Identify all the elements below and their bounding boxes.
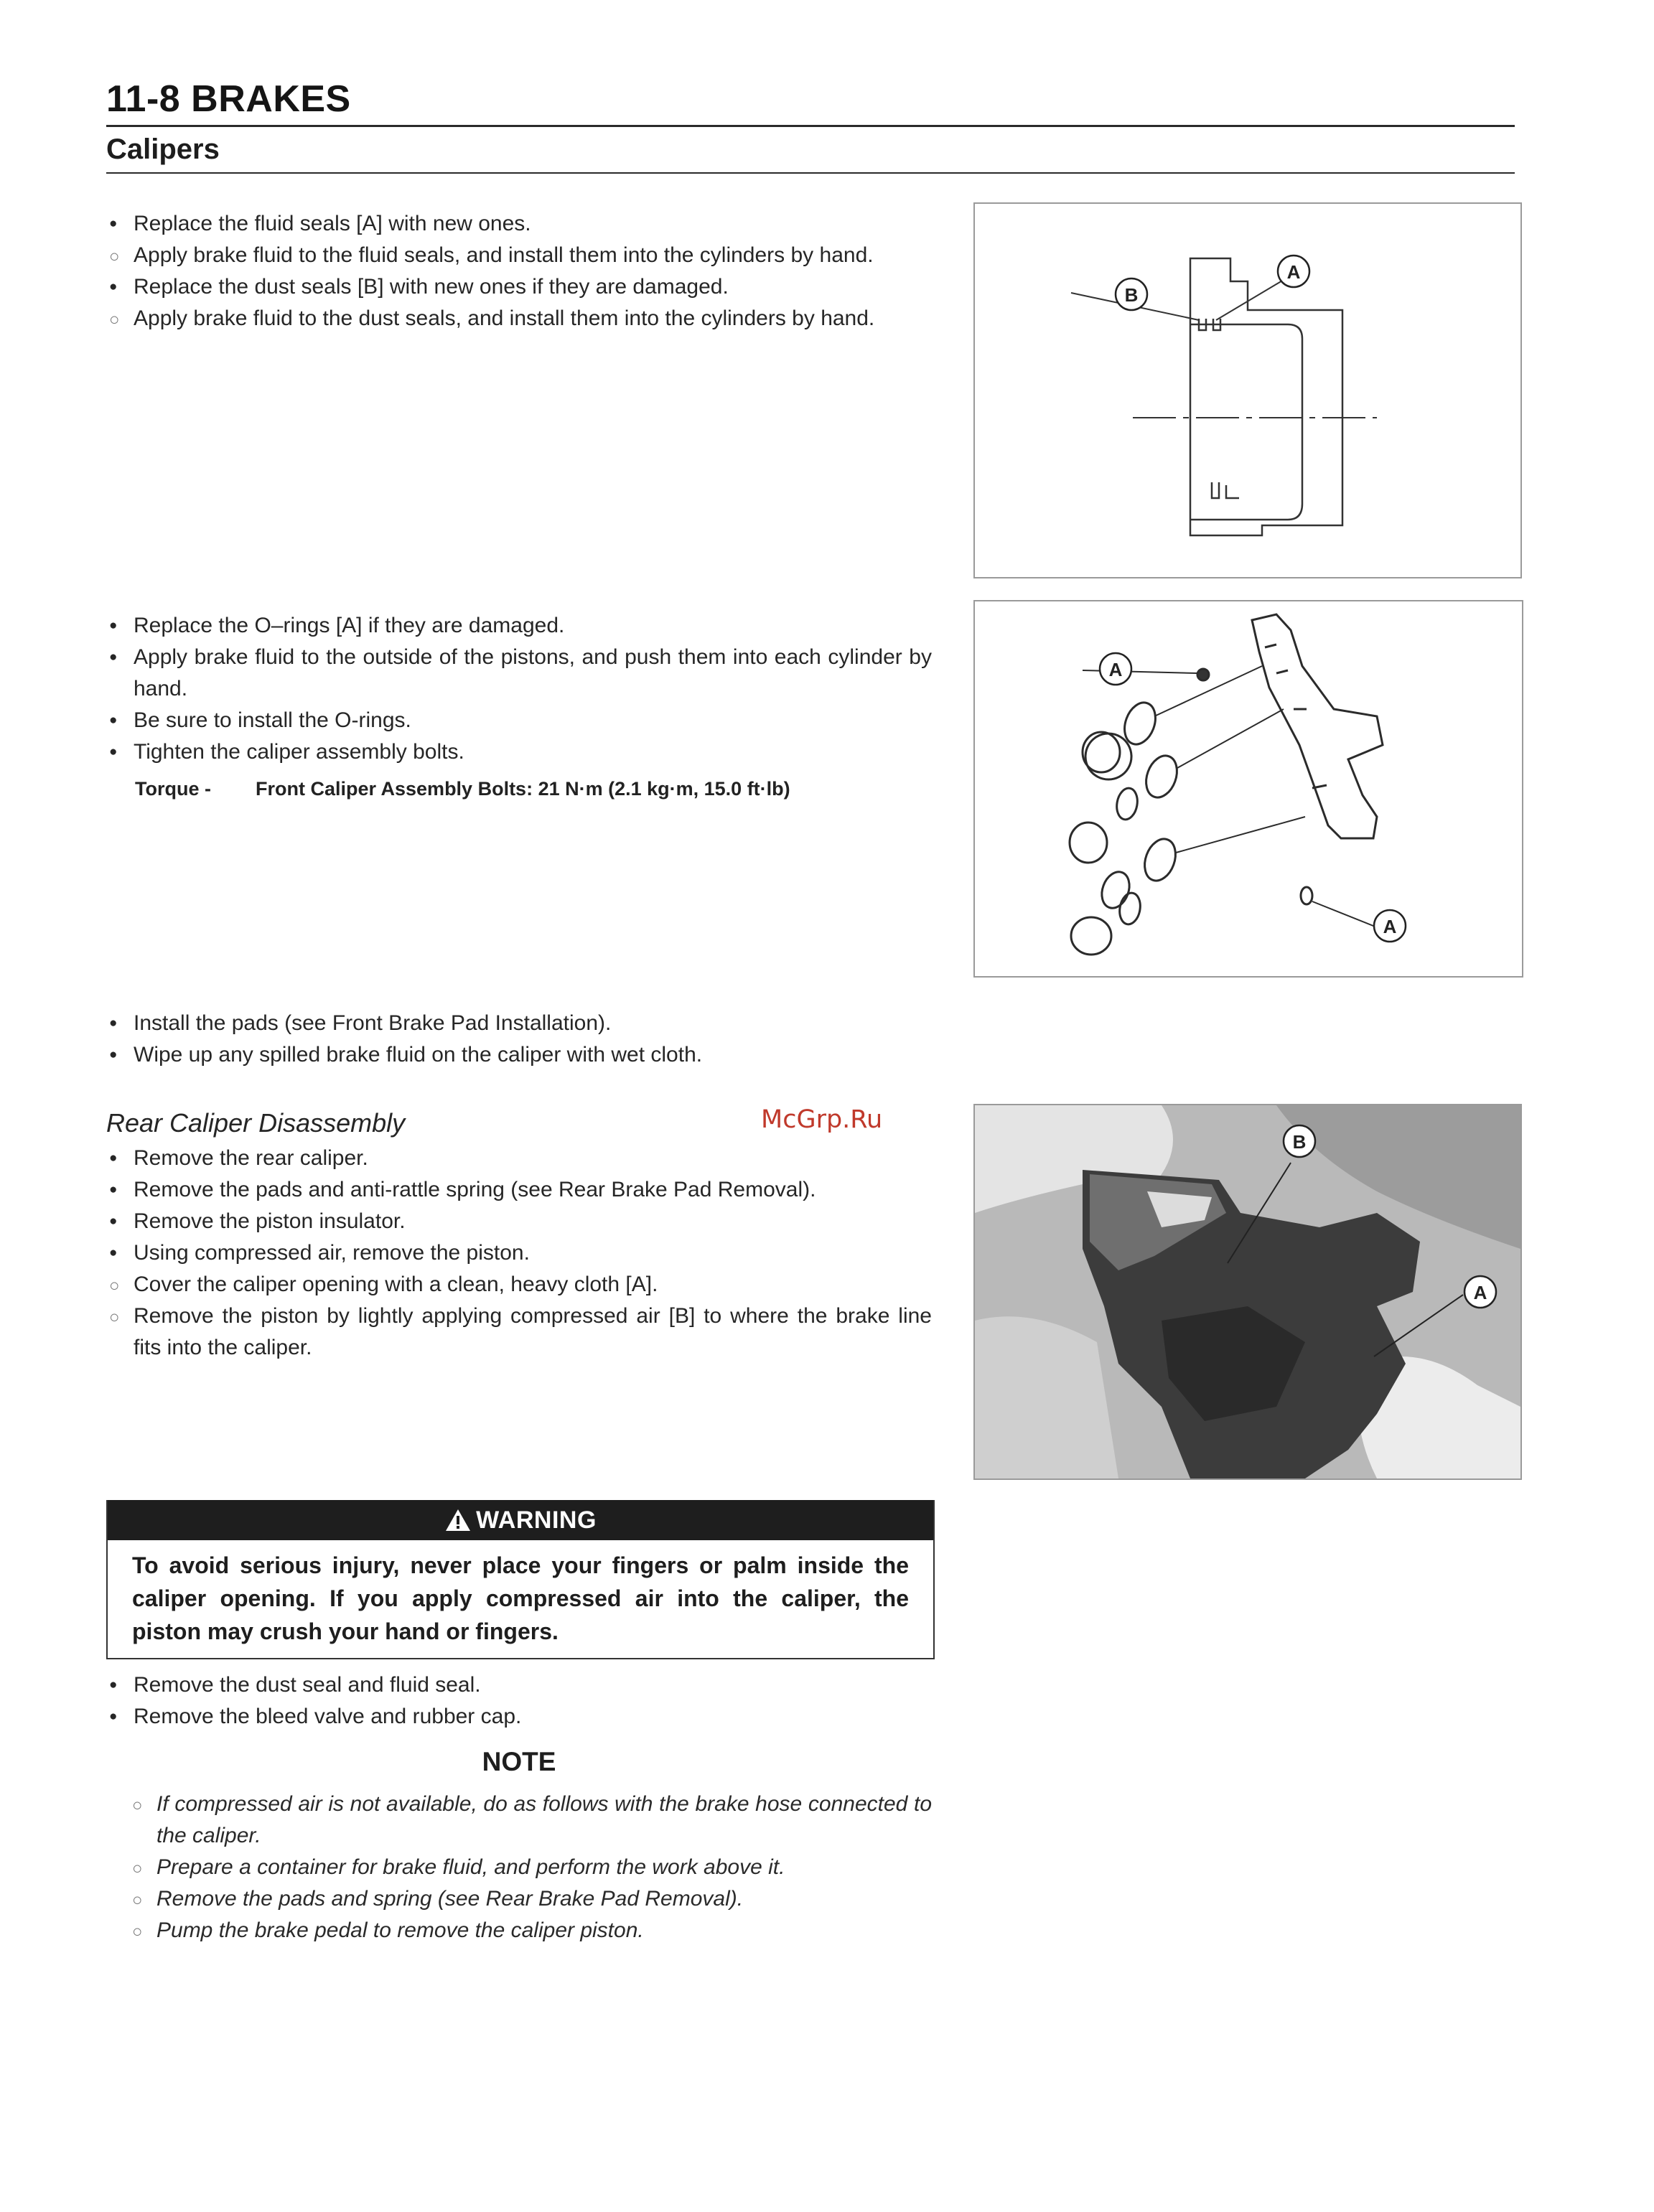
piston-steps-list	[106, 610, 932, 768]
list-item: ● Remove the piston insulator.	[106, 1206, 932, 1237]
warning-text: To avoid serious injury, never place your fingers or palm inside the caliper opening. If you apply compressed air into the caliper, the piston may crush your hand or fingers.	[132, 1552, 909, 1644]
warning-triangle-icon	[444, 1508, 472, 1532]
list-item: ○ Remove the pads and spring (see Rear Brake Pad Removal).	[129, 1883, 932, 1915]
bullet-icon	[109, 705, 129, 739]
list-item: ○ Prepare a container for brake fluid, and perform the work above it.	[129, 1852, 932, 1883]
piston-diagram	[975, 601, 1522, 976]
bullet-icon	[109, 1008, 129, 1042]
list-item: ● Remove the pads and anti-rattle spring (see Rear Brake Pad Removal).	[106, 1174, 932, 1206]
sub-bullet-icon	[109, 1269, 129, 1302]
sub-bullet-icon	[132, 1915, 152, 1948]
list-item: ● Tighten the caliper assembly bolts.	[106, 736, 932, 768]
page-title: 11-8 BRAKES	[106, 78, 351, 120]
bullet-icon	[109, 1237, 129, 1272]
bullet-icon	[109, 1143, 129, 1177]
seal-diagram	[975, 204, 1520, 577]
list-item: ● Replace the dust seals [B] with new ones if they are damaged.	[106, 271, 932, 303]
header-rule	[106, 125, 1515, 127]
rear-caliper-photo	[973, 1104, 1522, 1480]
o-ring-exploded-figure	[973, 600, 1523, 978]
list-item: ● Remove the rear caliper.	[106, 1143, 932, 1174]
torque-label: Torque -	[135, 778, 211, 800]
sub-bullet-icon	[132, 1789, 152, 1822]
seal-steps-list	[106, 208, 932, 334]
sub-bullet-icon	[132, 1883, 152, 1916]
callout-a-icon	[1464, 1276, 1496, 1308]
bullet-icon	[109, 1206, 129, 1240]
list-item: ● Replace the O–rings [A] if they are damaged.	[106, 610, 932, 642]
bullet-icon	[109, 610, 129, 645]
warning-box	[106, 1500, 935, 1659]
seal-cross-section-figure	[973, 202, 1522, 578]
torque-value: Front Caliper Assembly Bolts: 21 N·m (2.1 kg·m, 15.0 ft·lb)	[256, 778, 790, 800]
list-item: ● Apply brake fluid to the outside of the pistons, and push them into each cylinder by hand.	[106, 642, 932, 705]
bullet-icon	[109, 208, 129, 243]
torque-spec	[135, 778, 790, 800]
bullet-icon	[109, 1039, 129, 1074]
list-item: ○ Apply brake fluid to the fluid seals, and install them into the cylinders by hand.	[106, 240, 932, 271]
note-title: NOTE	[482, 1747, 556, 1776]
list-item: ● Wipe up any spilled brake fluid on the caliper with wet cloth.	[106, 1039, 932, 1071]
list-item: ○ Apply brake fluid to the dust seals, and install them into the cylinders by hand.	[106, 303, 932, 334]
warning-title: WARNING	[476, 1506, 597, 1534]
bullet-icon	[109, 1701, 129, 1735]
warning-header	[108, 1500, 933, 1540]
section-title: Calipers	[106, 133, 220, 165]
list-item: ● Install the pads (see Front Brake Pad Installation).	[106, 1008, 932, 1039]
bullet-icon	[109, 1669, 129, 1704]
svg-text:A: A	[1473, 1282, 1487, 1303]
callout-a-icon	[1100, 653, 1131, 685]
callout-a-icon	[1374, 910, 1406, 942]
bullet-icon	[109, 271, 129, 306]
callout-b-icon	[1116, 278, 1147, 310]
svg-text:A: A	[1383, 916, 1397, 937]
seal-removal-list	[106, 1669, 932, 1733]
watermark: McGrp.Ru	[761, 1105, 883, 1134]
sub-bullet-icon	[132, 1852, 152, 1885]
list-item: ○ Cover the caliper opening with a clean, heavy cloth [A].	[106, 1269, 932, 1301]
pad-steps-list	[106, 1008, 932, 1071]
list-item: ○ If compressed air is not available, do as follows with the brake hose connected to the caliper.	[129, 1789, 932, 1852]
svg-text:B: B	[1124, 284, 1139, 306]
section-rule	[106, 172, 1515, 174]
list-item: ● Remove the dust seal and fluid seal.	[106, 1669, 932, 1701]
bullet-icon	[109, 642, 129, 676]
rear-caliper-photo-image	[975, 1105, 1520, 1478]
bullet-icon	[109, 736, 129, 771]
list-item: ● Remove the bleed valve and rubber cap.	[106, 1701, 932, 1733]
sub-bullet-icon	[109, 240, 129, 273]
callout-b-icon	[1284, 1125, 1315, 1157]
rear-caliper-heading: Rear Caliper Disassembly	[106, 1108, 406, 1138]
callout-a-icon	[1278, 256, 1309, 287]
svg-text:A: A	[1108, 659, 1123, 680]
sub-bullet-icon	[109, 303, 129, 336]
svg-text:B: B	[1292, 1131, 1307, 1153]
rear-disassembly-list	[106, 1143, 932, 1364]
list-item: ● Replace the fluid seals [A] with new ones.	[106, 208, 932, 240]
bullet-icon	[109, 1174, 129, 1209]
note-list	[129, 1789, 932, 1946]
list-item: ○ Remove the piston by lightly applying compressed air [B] to where the brake line fits into the caliper.	[106, 1301, 932, 1364]
svg-text:A: A	[1286, 261, 1301, 283]
sub-bullet-icon	[109, 1301, 129, 1334]
list-item: ○ Pump the brake pedal to remove the caliper piston.	[129, 1915, 932, 1946]
list-item: ● Be sure to install the O-rings.	[106, 705, 932, 736]
list-item: ● Using compressed air, remove the piston.	[106, 1237, 932, 1269]
